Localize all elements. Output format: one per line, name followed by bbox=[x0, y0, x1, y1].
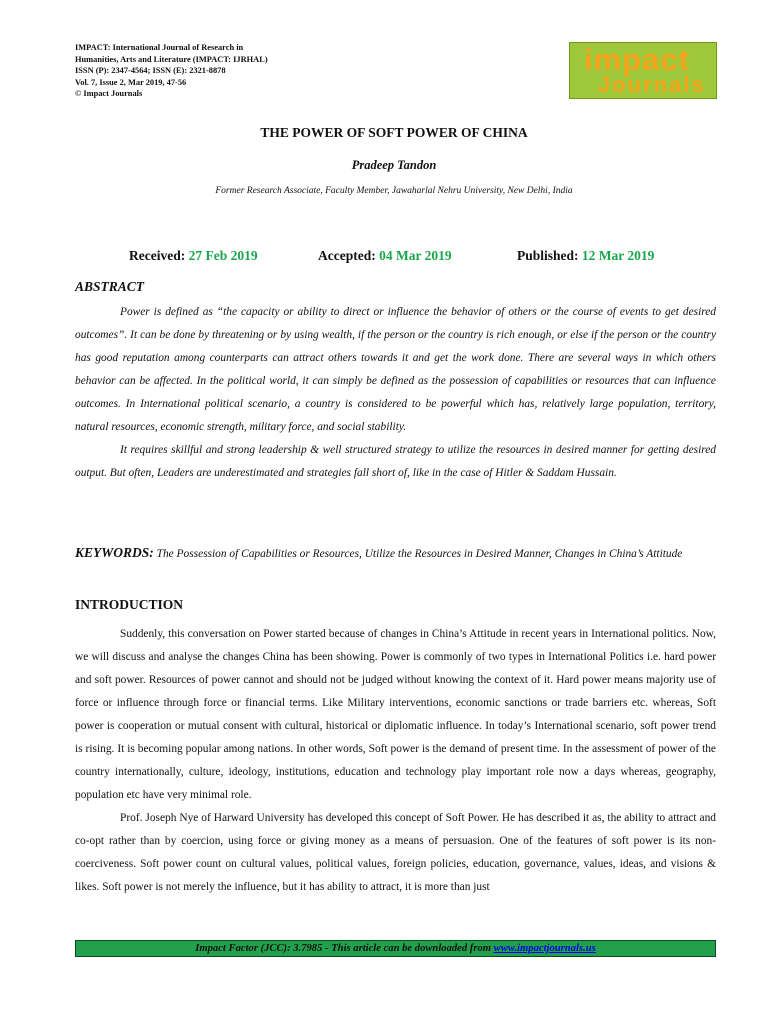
abstract-paragraph: It requires skillful and strong leadership & well structured strategy to utilize the resources in desired manner for getting desired output. But often, Leaders are underestimated and strategies fall short of, like in the case of Hitler & Saddam Hussain. bbox=[75, 444, 716, 479]
issn: ISSN (P): 2347-4564; ISSN (E): 2321-8878 bbox=[75, 66, 226, 75]
logo-line1: impact bbox=[584, 42, 690, 77]
impact-journals-logo bbox=[569, 42, 717, 99]
published-label: Published: bbox=[517, 248, 579, 263]
accepted-label: Accepted: bbox=[318, 248, 376, 263]
abstract-paragraph: Power is defined as “the capacity or ability to direct or influence the behavior of others or the course of events to get desired outcomes”. It can be done by threatening or by using wealth, if the person or the country is rich enough, or else if the person or the country has good reputation among counterparts can attract others towards it and get the work done. There are several ways in which others behavior can be affected. In the political world, it can simply be defined as the possession of capabilities or resources that can influence outcomes. In International political scenario, a country is considered to be powerful which has, relatively large population, territory, natural resources, economic strength, military force, and social stability. bbox=[75, 306, 716, 433]
author-affiliation: Former Research Associate, Faculty Member, Jawaharlal Nehru University, New Delhi, India bbox=[215, 186, 573, 196]
journal-name-line1: IMPACT: International Journal of Research in bbox=[75, 43, 244, 52]
keywords bbox=[75, 541, 716, 566]
author-name: Pradeep Tandon bbox=[351, 158, 437, 172]
published-date bbox=[517, 248, 654, 264]
volume-info: Vol. 7, Issue 2, Mar 2019, 47-56 bbox=[75, 77, 187, 87]
accepted-value: 04 Mar 2019 bbox=[379, 248, 452, 263]
paper-title: THE POWER OF SOFT POWER OF CHINA bbox=[260, 125, 528, 140]
abstract-heading: ABSTRACT bbox=[75, 279, 145, 294]
keywords-text: The Possession of Capabilities or Resources, Utilize the Resources in Desired Manner, Changes in China’s Attitude bbox=[153, 548, 683, 560]
received-date bbox=[129, 248, 258, 264]
keywords-label: KEYWORDS: bbox=[75, 545, 154, 560]
received-label: Received: bbox=[129, 248, 186, 263]
journal-website-link[interactable]: www.impactjournals.us bbox=[493, 943, 596, 954]
received-value: 27 Feb 2019 bbox=[188, 248, 258, 263]
logo-line2: Journals bbox=[598, 72, 706, 97]
introduction-heading: INTRODUCTION bbox=[75, 597, 184, 612]
introduction-paragraph: Suddenly, this conversation on Power started because of changes in China’s Attitude in recent years in International politics. Now, we will discuss and analyse the changes China has been showing. Power is commonly of two types in International Politics i.e. hard power and soft power. Resources of power cannot and should not be judged without knowing the context of it. Hard power means majority use of force or influence through force or financial terms. Like Military interventions, economic sanctions or trade barriers etc. whereas, Soft power is cooperation or mutual consent with cultural, historical or diplomatic influence. In today’s International scenario, soft power trend is rising. It is becoming popular among nations. In other words, Soft power is the demand of present time. In the assessment of power of the country internationally, culture, ideology, institutions, education and technology play important role now a days whereas, geography, population etc have very minimal role. bbox=[75, 628, 716, 801]
published-value: 12 Mar 2019 bbox=[581, 248, 655, 263]
copyright: © Impact Journals bbox=[75, 89, 143, 98]
footer-text: Impact Factor (JCC): 3.7985 - This article can be downloaded from bbox=[195, 943, 494, 954]
introduction-paragraph: Prof. Joseph Nye of Harward University has developed this concept of Soft Power. He has described it as, the ability to attract and co-opt rather than by coercion, using force or giving money as a means of persuasion. One of the features of soft power is its non-coerciveness. Soft power count on cultural values, political values, foreign policies, education, governance, values, ideas, and visions & likes. Soft power is not merely the influence, but it has ability to attract, it is more than just bbox=[75, 812, 716, 893]
abstract-body bbox=[75, 301, 716, 485]
footer-banner bbox=[75, 940, 716, 957]
journal-name-line2: Humanities, Arts and Literature (IMPACT: IJRHAL) bbox=[75, 54, 268, 64]
journal-header bbox=[75, 42, 375, 100]
accepted-date bbox=[318, 248, 452, 264]
introduction-body bbox=[75, 623, 716, 899]
